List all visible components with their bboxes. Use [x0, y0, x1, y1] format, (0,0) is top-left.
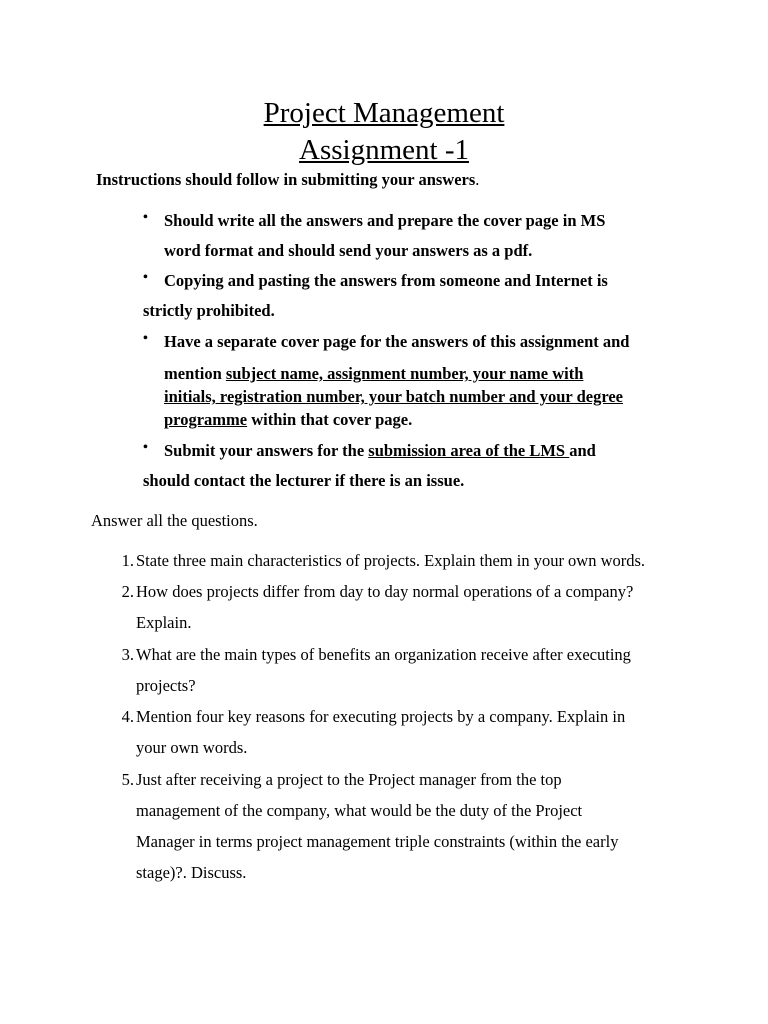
question-4-number: 4.: [121, 707, 134, 726]
question-5-line-3: Manager in terms project management triple constraints (within the early: [136, 832, 619, 851]
bullet-2-line-2: strictly prohibited.: [143, 301, 275, 320]
question-5-line-4: stage)?. Discuss.: [136, 863, 247, 882]
question-1-number: 1.: [121, 551, 134, 570]
bullet-1-line-2: word format and should send your answers as a pdf.: [164, 241, 533, 260]
bullet-icon: •: [143, 440, 148, 455]
bullet-3-line-3: initials, registration number, your batch number and your degree: [164, 387, 623, 406]
bullet-icon: •: [143, 270, 148, 285]
bullet-3-line-4: programme within that cover page.: [164, 410, 413, 429]
bullet-3-line-1: Have a separate cover page for the answers of this assignment and: [164, 332, 630, 351]
bullet-icon: •: [143, 331, 148, 346]
document-subtitle: Assignment -1: [299, 134, 469, 166]
question-5-line-1: Just after receiving a project to the Project manager from the top: [136, 770, 562, 789]
question-5-number: 5.: [121, 770, 134, 789]
question-2-number: 2.: [121, 582, 134, 601]
bullet-1-line-1: Should write all the answers and prepare the cover page in MS: [164, 211, 606, 230]
bullet-4-line-1: Submit your answers for the submission area of the LMS and: [164, 441, 596, 460]
answer-all-instruction: Answer all the questions.: [91, 511, 258, 530]
document-title: Project Management: [263, 97, 505, 129]
question-2-line-2: Explain.: [136, 613, 192, 632]
question-3-line-1: What are the main types of benefits an organization receive after executing: [136, 645, 631, 664]
bullet-2-line-1: Copying and pasting the answers from someone and Internet is: [164, 271, 608, 290]
question-3-number: 3.: [121, 645, 134, 664]
bullet-icon: •: [143, 210, 148, 225]
question-4-line-1: Mention four key reasons for executing projects by a company. Explain in: [136, 707, 626, 726]
bullet-3-line-2: mention subject name, assignment number, your name with: [164, 364, 584, 383]
question-1-line-1: State three main characteristics of projects. Explain them in your own words.: [136, 551, 646, 570]
bullet-4-line-2: should contact the lecturer if there is an issue.: [143, 471, 465, 490]
instructions-heading: Instructions should follow in submitting your answers.: [96, 170, 480, 189]
question-2-line-1: How does projects differ from day to day normal operations of a company?: [136, 582, 634, 601]
question-4-line-2: your own words.: [136, 738, 248, 757]
question-5-line-2: management of the company, what would be the duty of the Project: [136, 801, 583, 820]
question-3-line-2: projects?: [136, 676, 196, 695]
